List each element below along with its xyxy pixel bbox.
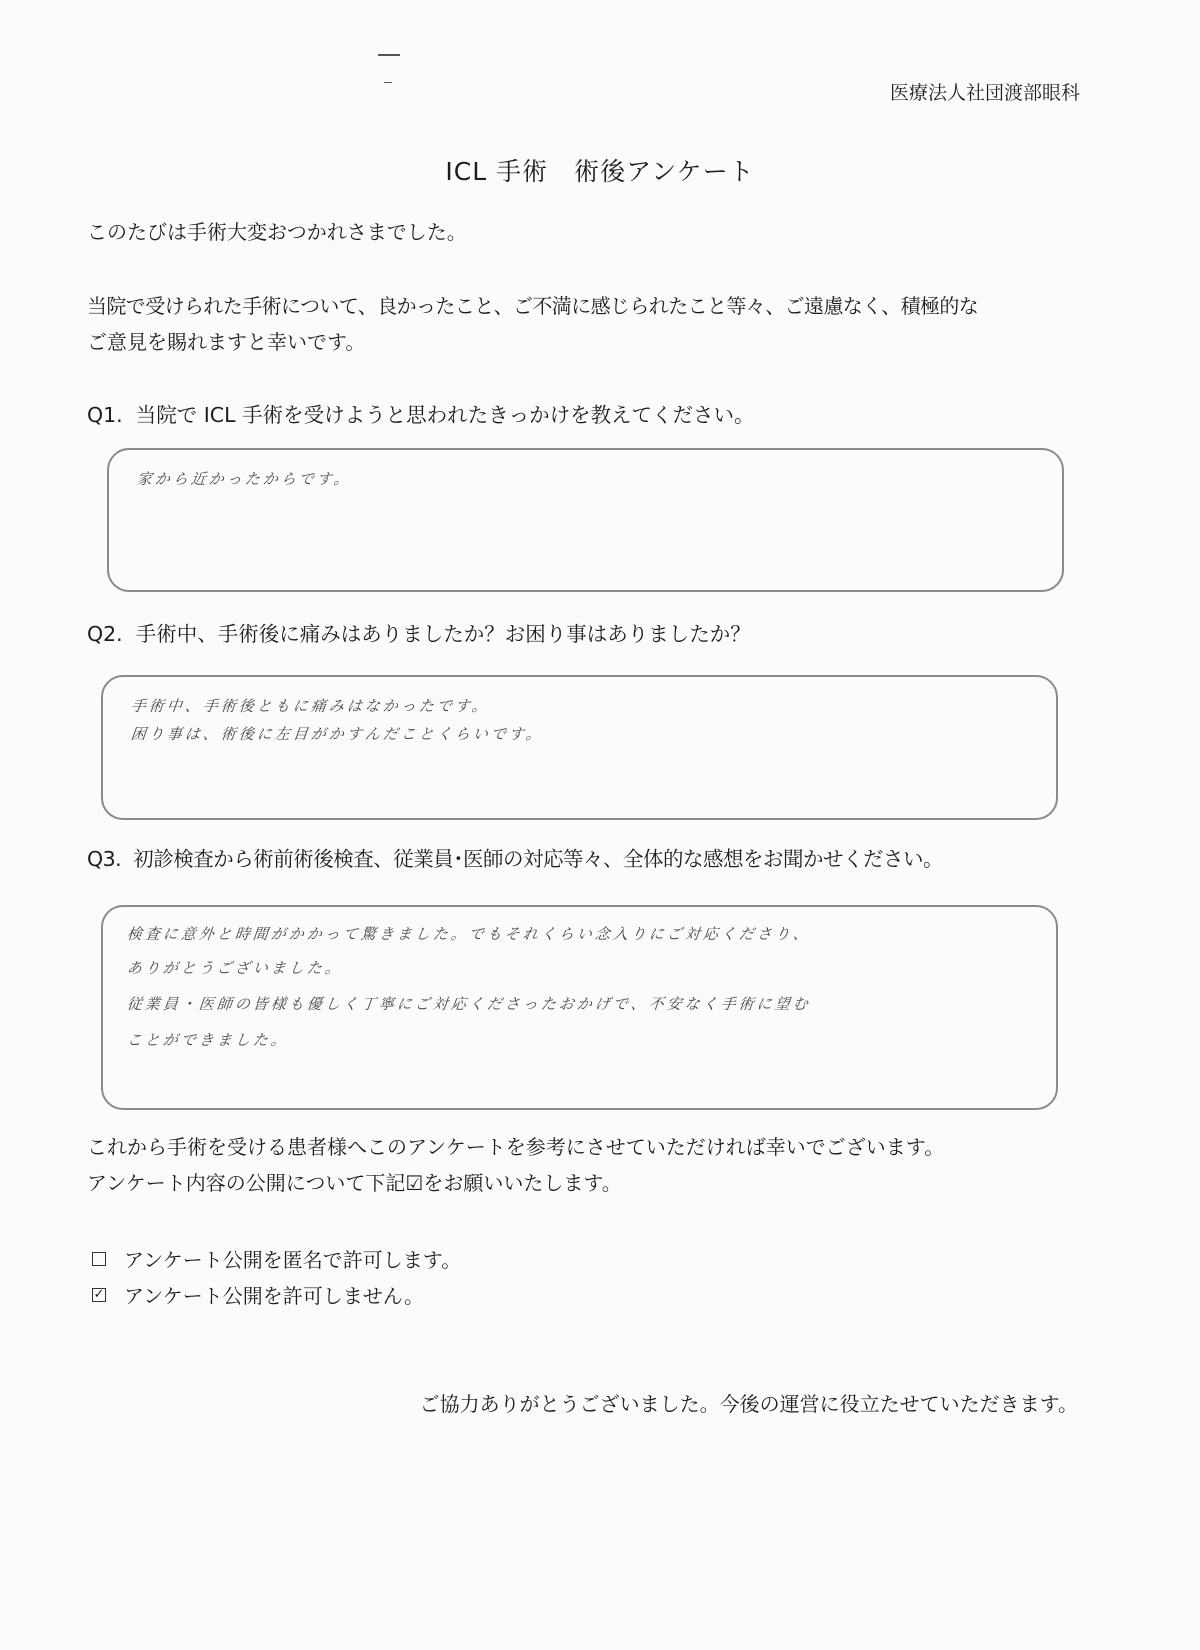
handwritten-answer: 検査に意外と時間がかかって驚きました。でもそれくらい念入りにご対応くださり、	[126, 925, 812, 943]
thank-you-message: ご協力ありがとうございました。今後の運営に役立たせていただきます。	[419, 1392, 1078, 1416]
answer-box-q1[interactable]	[107, 448, 1064, 592]
question-text: 手術中、手術後に痛みはありましたか？お困り事はありましたか？	[135, 622, 751, 646]
intro-request-line-1: 当院で受けられた手術について、良かったこと、ご不満に感じられたこと等々、ご遠慮なく、積極的な	[87, 294, 979, 318]
page-title	[0, 152, 1200, 188]
closing-line-1: これから手術を受ける患者様へこのアンケートを参考にさせていただければ幸いでございます。	[87, 1135, 945, 1159]
title-part-1: ICL 手術	[445, 157, 549, 186]
question-3	[87, 842, 943, 872]
question-2	[87, 617, 751, 647]
clinic-name: 医療法人社団渡部眼科	[889, 82, 1080, 104]
question-label: Q1.	[87, 403, 123, 427]
consent-option-anonymous[interactable]	[92, 1244, 461, 1273]
handwritten-answer: 手術中、手術後ともに痛みはなかったです。	[130, 697, 491, 715]
intro-greeting: このたびは手術大変おつかれさまでした。	[87, 220, 467, 244]
checkbox-checked-icon[interactable]: ✓	[93, 1287, 105, 1302]
consent-label: アンケート公開を許可しません。	[124, 1284, 424, 1308]
scan-mark	[378, 54, 400, 56]
consent-option-decline[interactable]	[92, 1280, 424, 1309]
question-1	[87, 398, 755, 428]
checkbox-unchecked-icon[interactable]	[92, 1252, 106, 1266]
closing-line-2: アンケート内容の公開について下記☑をお願いいたします。	[87, 1171, 622, 1195]
scan-mark	[384, 82, 392, 83]
handwritten-answer: ありがとうございました。	[126, 959, 344, 977]
answer-box-q3[interactable]	[101, 905, 1058, 1110]
question-text: 初診検査から術前術後検査、従業員･医師の対応等々、全体的な感想をお聞かせください。	[133, 847, 943, 871]
question-label: Q3.	[87, 847, 122, 871]
question-text: 当院で ICL 手術を受けようと思われたきっかけを教えてください。	[135, 403, 755, 427]
handwritten-answer: 家から近かったからです。	[136, 470, 353, 488]
question-label: Q2.	[87, 622, 123, 646]
handwritten-answer: ことができました。	[126, 1031, 290, 1049]
consent-label: アンケート公開を匿名で許可します。	[124, 1248, 462, 1272]
intro-request-line-2: ご意見を賜れますと幸いです。	[87, 330, 366, 354]
handwritten-answer: 困り事は、術後に左目がかすんだことくらいです。	[130, 725, 545, 743]
title-part-2: 術後アンケート	[574, 157, 755, 186]
handwritten-answer: 従業員・医師の皆様も優しく丁寧にご対応くださったおかげで、不安なく手術に望む	[126, 995, 812, 1013]
answer-box-q2[interactable]	[101, 675, 1058, 820]
